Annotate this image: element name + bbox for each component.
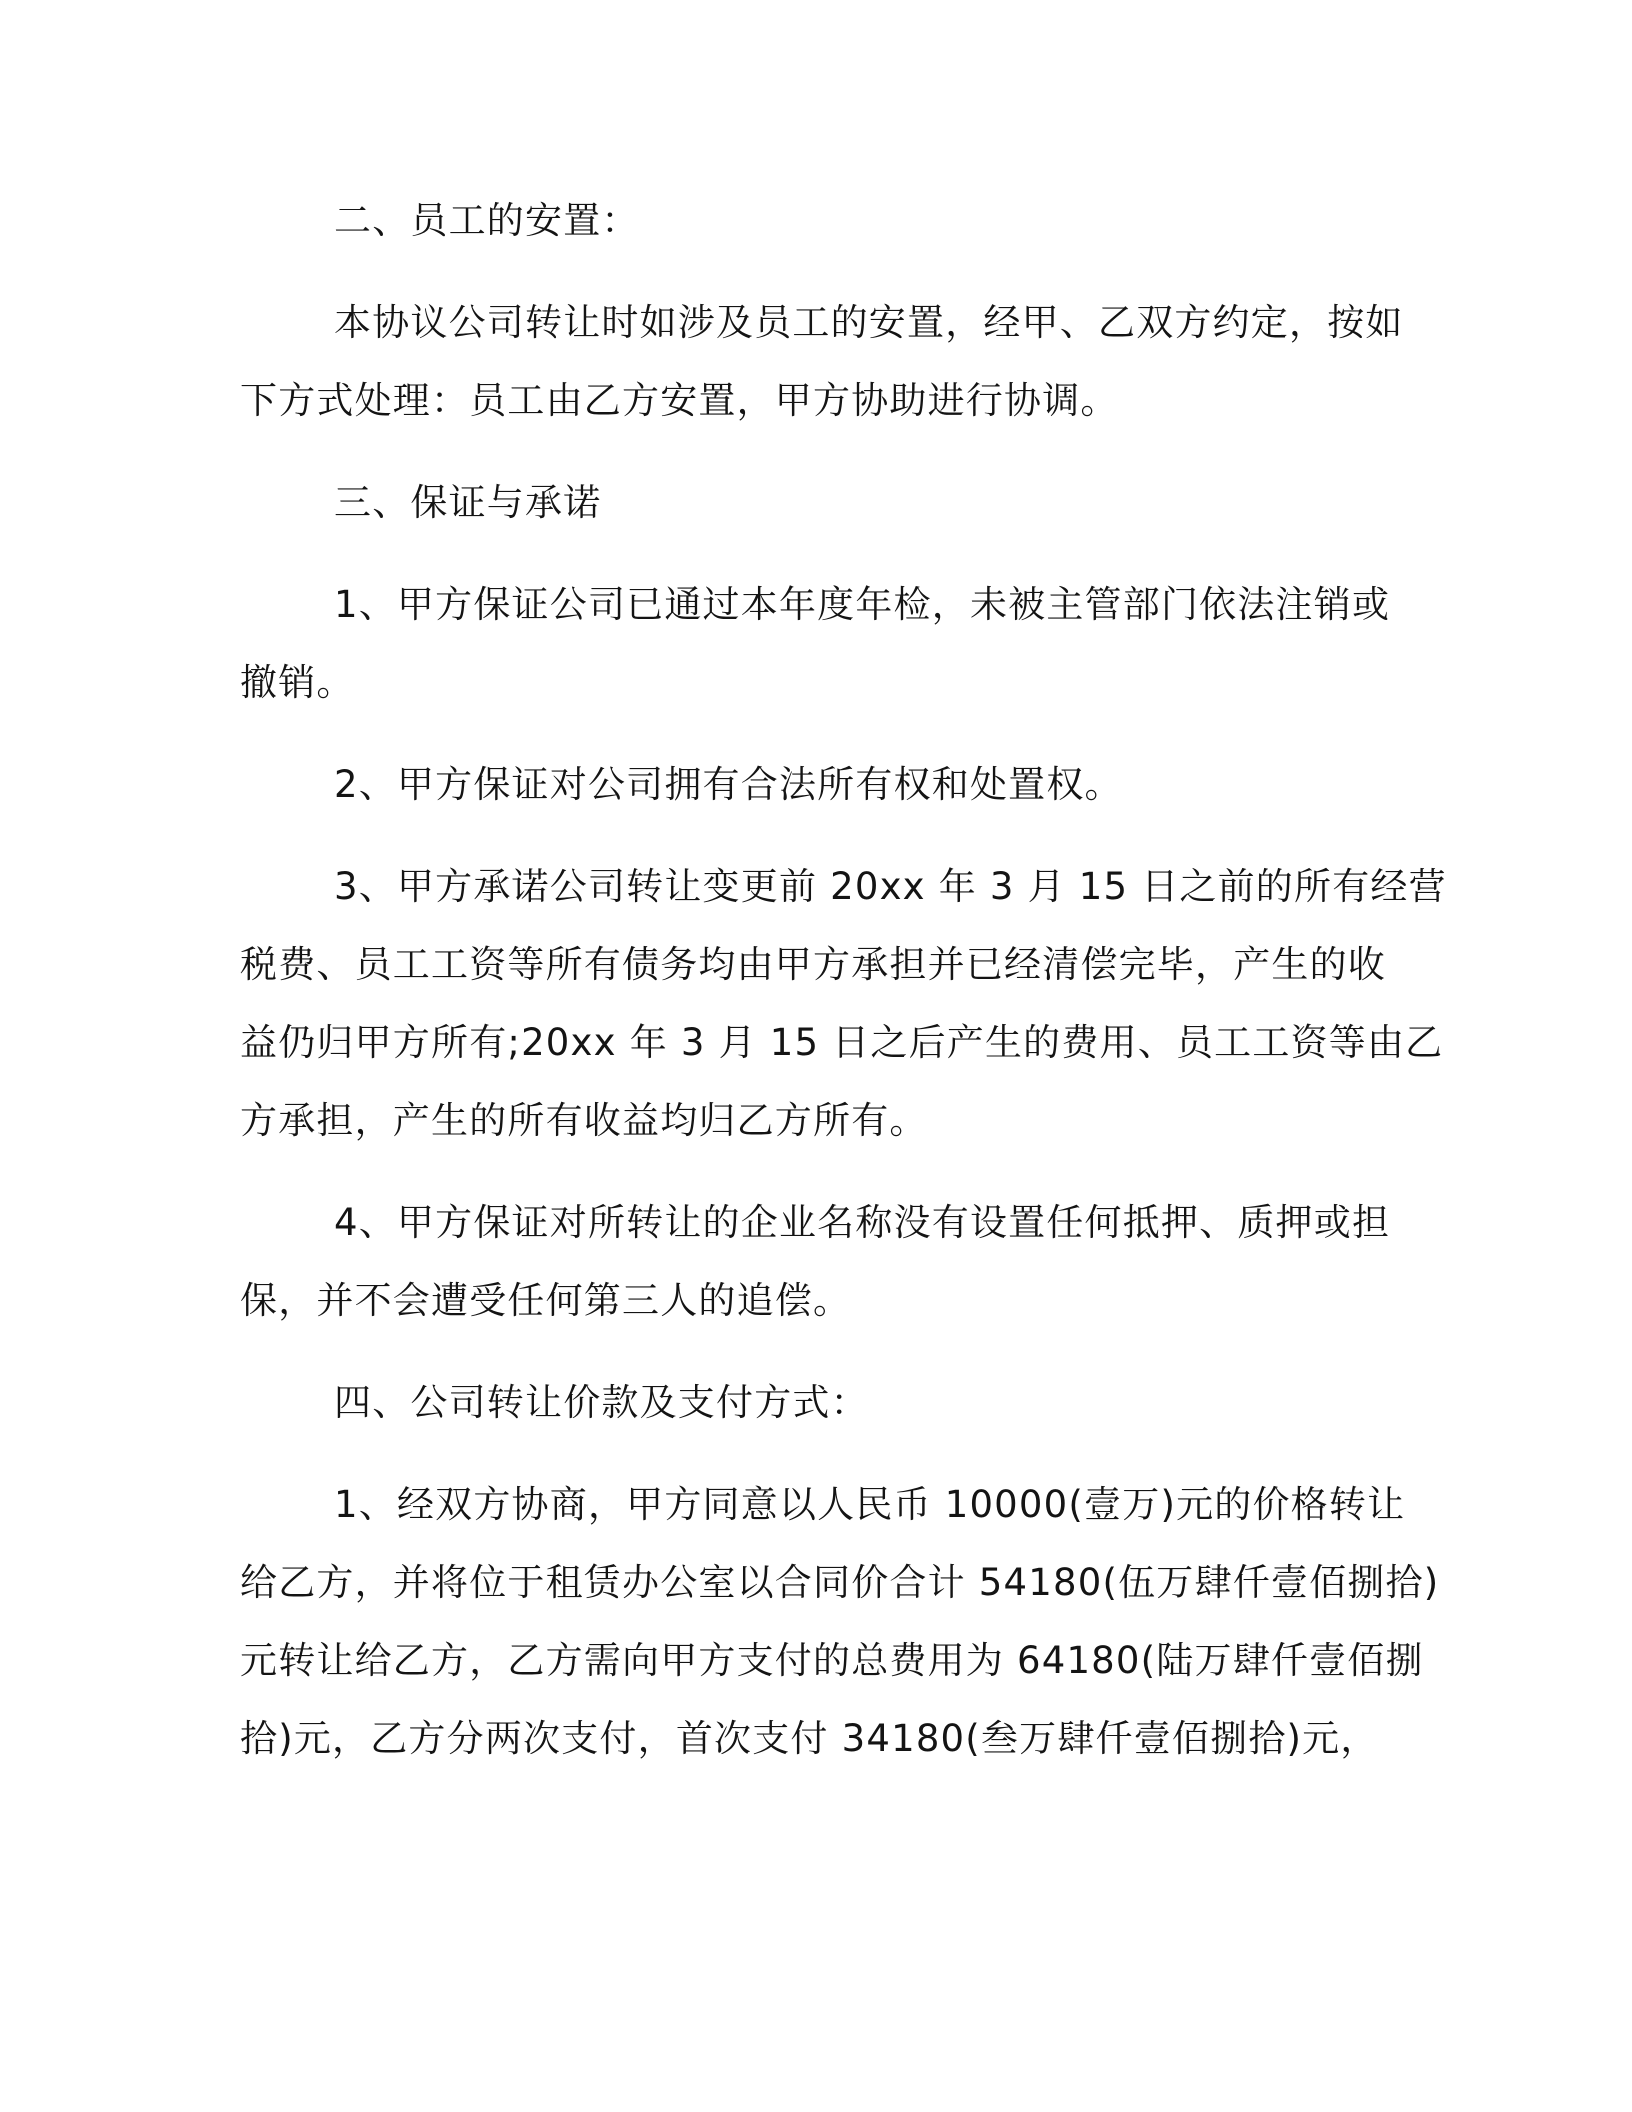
text-line: 拾)元，乙方分两次支付，首次支付 34180(叁万肆仟壹佰捌拾)元， — [240, 1717, 1379, 1760]
clause-transfer-price — [240, 1466, 1440, 1778]
text-line: 税费、员工工资等所有债务均由甲方承担并已经清偿完毕，产生的收 — [240, 943, 1386, 986]
text-line: 3、甲方承诺公司转让变更前 20xx 年 3 月 15 日之前的所有经营 — [334, 865, 1447, 908]
section-heading-employee-placement — [240, 182, 1380, 260]
paragraph-employee-placement — [240, 284, 1404, 440]
text-line: 下方式处理：员工由乙方安置，甲方协助进行协调。 — [240, 379, 1119, 422]
text-line: 撤销。 — [240, 661, 355, 704]
text-line: 三、保证与承诺 — [334, 481, 602, 524]
text-line: 方承担，产生的所有收益均归乙方所有。 — [240, 1099, 928, 1142]
text-line: 本协议公司转让时如涉及员工的安置，经甲、乙双方约定，按如 — [334, 301, 1404, 344]
text-line: 1、甲方保证公司已通过本年度年检，未被主管部门依法注销或 — [334, 583, 1391, 626]
text-line: 益仍归甲方所有;20xx 年 3 月 15 日之后产生的费用、员工工资等由乙 — [240, 1021, 1444, 1064]
text-line: 4、甲方保证对所转让的企业名称没有设置任何抵押、质押或担 — [334, 1201, 1391, 1244]
section-heading-price-payment — [240, 1364, 1380, 1442]
clause-no-encumbrance — [240, 1184, 1391, 1340]
text-line: 给乙方，并将位于租赁办公室以合同价合计 54180(伍万肆仟壹佰捌拾) — [240, 1561, 1440, 1604]
text-line: 1、经双方协商，甲方同意以人民币 10000(壹万)元的价格转让 — [334, 1483, 1406, 1526]
document-body — [240, 182, 1447, 1778]
text-line: 保，并不会遭受任何第三人的追偿。 — [240, 1279, 852, 1322]
clause-ownership — [240, 746, 1380, 824]
text-line: 四、公司转让价款及支付方式： — [334, 1381, 869, 1424]
text-line: 2、甲方保证对公司拥有合法所有权和处置权。 — [334, 763, 1123, 806]
text-line: 二、员工的安置： — [334, 199, 640, 242]
section-heading-guarantees — [240, 464, 1380, 542]
clause-annual-inspection — [240, 566, 1391, 722]
clause-debts — [240, 848, 1447, 1160]
text-line: 元转让给乙方，乙方需向甲方支付的总费用为 64180(陆万肆仟壹佰捌 — [240, 1639, 1424, 1682]
